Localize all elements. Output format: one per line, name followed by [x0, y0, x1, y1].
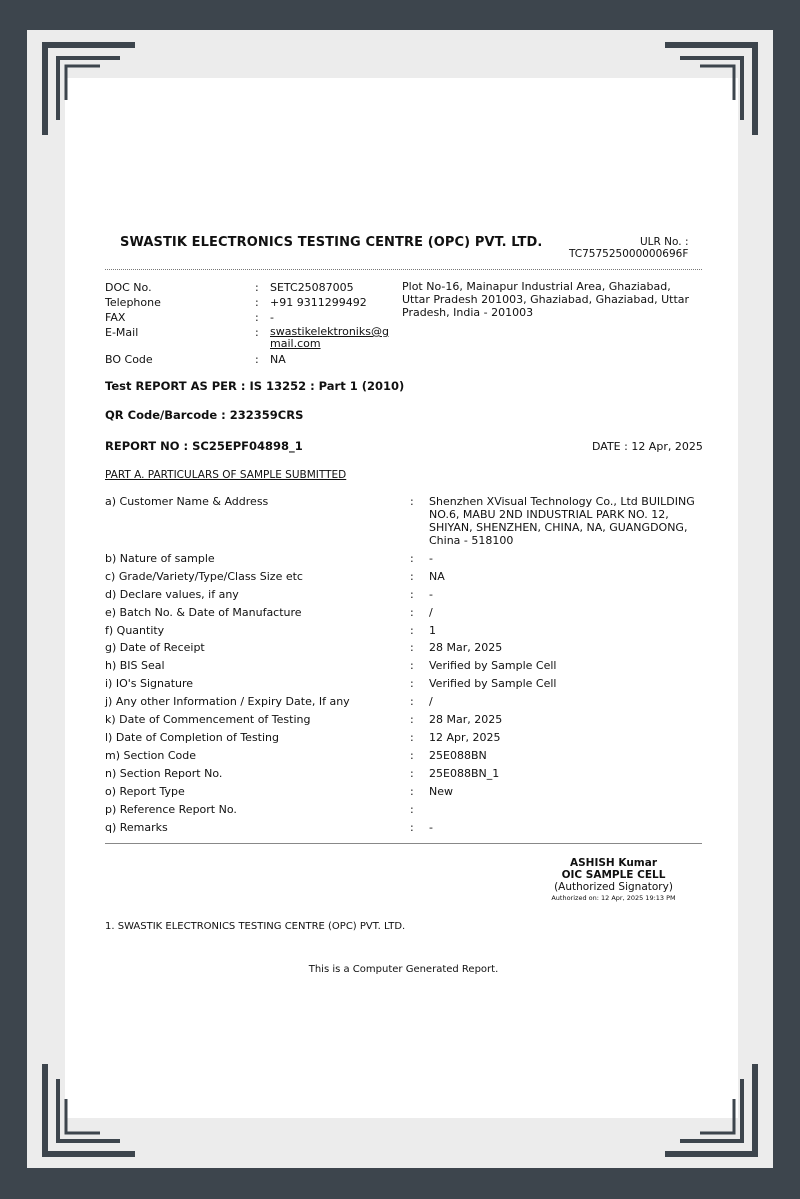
- part-a-heading: PART A. PARTICULARS OF SAMPLE SUBMITTED: [105, 469, 347, 481]
- particular-value: /: [429, 695, 433, 708]
- fax-value: -: [270, 311, 274, 324]
- particular-value: 28 Mar, 2025: [429, 713, 503, 726]
- particular-value: Verified by Sample Cell: [429, 677, 557, 690]
- signatory-role: (Authorized Signatory): [554, 881, 673, 893]
- colon: :: [410, 713, 414, 726]
- particular-value: 25E088BN_1: [429, 767, 500, 780]
- bo-code-value: NA: [270, 353, 286, 366]
- colon: :: [410, 495, 414, 508]
- particular-label: e) Batch No. & Date of Manufacture: [105, 606, 302, 619]
- colon: :: [410, 624, 414, 637]
- colon: :: [255, 281, 259, 294]
- particular-label: p) Reference Report No.: [105, 803, 237, 816]
- ulr-value: TC757525000000696F: [569, 248, 689, 260]
- bo-code-label: BO Code: [105, 353, 153, 366]
- email-link[interactable]: swastikelektroniks@gmail.com: [270, 325, 389, 350]
- email-label: E-Mail: [105, 326, 139, 339]
- particular-value: 28 Mar, 2025: [429, 641, 503, 654]
- particular-label: n) Section Report No.: [105, 767, 223, 780]
- colon: :: [255, 296, 259, 309]
- signatory-cell: OIC SAMPLE CELL: [561, 869, 666, 881]
- corner-ornament-top-right: [660, 40, 760, 140]
- particular-label: o) Report Type: [105, 785, 185, 798]
- particular-value: -: [429, 588, 433, 601]
- colon: :: [410, 767, 414, 780]
- colon: :: [255, 353, 259, 366]
- particular-label: k) Date of Commencement of Testing: [105, 713, 311, 726]
- colon: :: [410, 659, 414, 672]
- colon: :: [255, 326, 259, 339]
- corner-ornament-bottom-left: [40, 1059, 140, 1159]
- telephone-value: +91 9311299492: [270, 296, 367, 309]
- colon: :: [410, 749, 414, 762]
- particular-value: New: [429, 785, 453, 798]
- signatory-name: ASHISH Kumar: [569, 857, 658, 869]
- colon: :: [410, 552, 414, 565]
- particular-label: m) Section Code: [105, 749, 197, 762]
- colon: :: [255, 311, 259, 324]
- company-name: SWASTIK ELECTRONICS TESTING CENTRE (OPC) PVT. LTD.: [120, 235, 543, 250]
- colon: :: [410, 821, 414, 834]
- particular-value: 12 Apr, 2025: [429, 731, 501, 744]
- doc-no-value: SETC25087005: [270, 281, 354, 294]
- colon: :: [410, 731, 414, 744]
- particular-value: -: [429, 821, 433, 834]
- particular-value: Verified by Sample Cell: [429, 659, 557, 672]
- colon: :: [410, 570, 414, 583]
- particular-value: Shenzhen XVisual Technology Co., Ltd BUILDING NO.6, MABU 2ND INDUSTRIAL PARK NO. 12, SHIYAN, SHENZHEN, CHINA, NA, GUANGDONG, China - 518100: [429, 495, 695, 547]
- fax-label: FAX: [105, 311, 126, 324]
- colon: :: [410, 588, 414, 601]
- particular-value: -: [429, 552, 433, 565]
- particular-label: j) Any other Information / Expiry Date, If any: [105, 695, 350, 708]
- footer-company-line: 1. SWASTIK ELECTRONICS TESTING CENTRE (OPC) PVT. LTD.: [105, 921, 406, 932]
- particular-label: g) Date of Receipt: [105, 641, 205, 654]
- particular-label: c) Grade/Variety/Type/Class Size etc: [105, 570, 303, 583]
- colon: :: [410, 785, 414, 798]
- colon: :: [410, 695, 414, 708]
- particular-label: a) Customer Name & Address: [105, 495, 269, 508]
- particular-label: f) Quantity: [105, 624, 165, 637]
- colon: :: [410, 677, 414, 690]
- particular-label: b) Nature of sample: [105, 552, 215, 565]
- colon: :: [410, 641, 414, 654]
- particular-label: i) IO's Signature: [105, 677, 194, 690]
- company-address: Plot No-16, Mainapur Industrial Area, Ghaziabad, Uttar Pradesh 201003, Ghaziabad, Ghaziabad, Uttar Pradesh, India - 201003: [402, 280, 690, 319]
- particular-label: q) Remarks: [105, 821, 168, 834]
- corner-ornament-top-left: [40, 40, 140, 140]
- particular-label: l) Date of Completion of Testing: [105, 731, 280, 744]
- particular-value: 1: [429, 624, 436, 637]
- particular-label: h) BIS Seal: [105, 659, 165, 672]
- qr-code-line: QR Code/Barcode : 232359CRS: [105, 408, 304, 422]
- particular-label: d) Declare values, if any: [105, 588, 239, 601]
- particular-value: NA: [429, 570, 445, 583]
- corner-ornament-bottom-right: [660, 1059, 760, 1159]
- test-report-standard: Test REPORT AS PER : IS 13252 : Part 1 (2010): [105, 379, 405, 393]
- colon: :: [410, 803, 414, 816]
- header-divider: [105, 269, 702, 270]
- telephone-label: Telephone: [105, 296, 161, 309]
- report-number: REPORT NO : SC25EPF04898_1: [105, 439, 303, 453]
- particular-value: 25E088BN: [429, 749, 487, 762]
- computer-generated-note: This is a Computer Generated Report.: [308, 964, 499, 975]
- report-date: DATE : 12 Apr, 2025: [592, 440, 703, 453]
- doc-no-label: DOC No.: [105, 281, 152, 294]
- ulr-label: ULR No. :: [640, 236, 689, 248]
- authorization-timestamp: Authorized on: 12 Apr, 2025 19:13 PM: [551, 894, 676, 902]
- particular-value: /: [429, 606, 433, 619]
- colon: :: [410, 606, 414, 619]
- particulars-divider: [105, 843, 702, 844]
